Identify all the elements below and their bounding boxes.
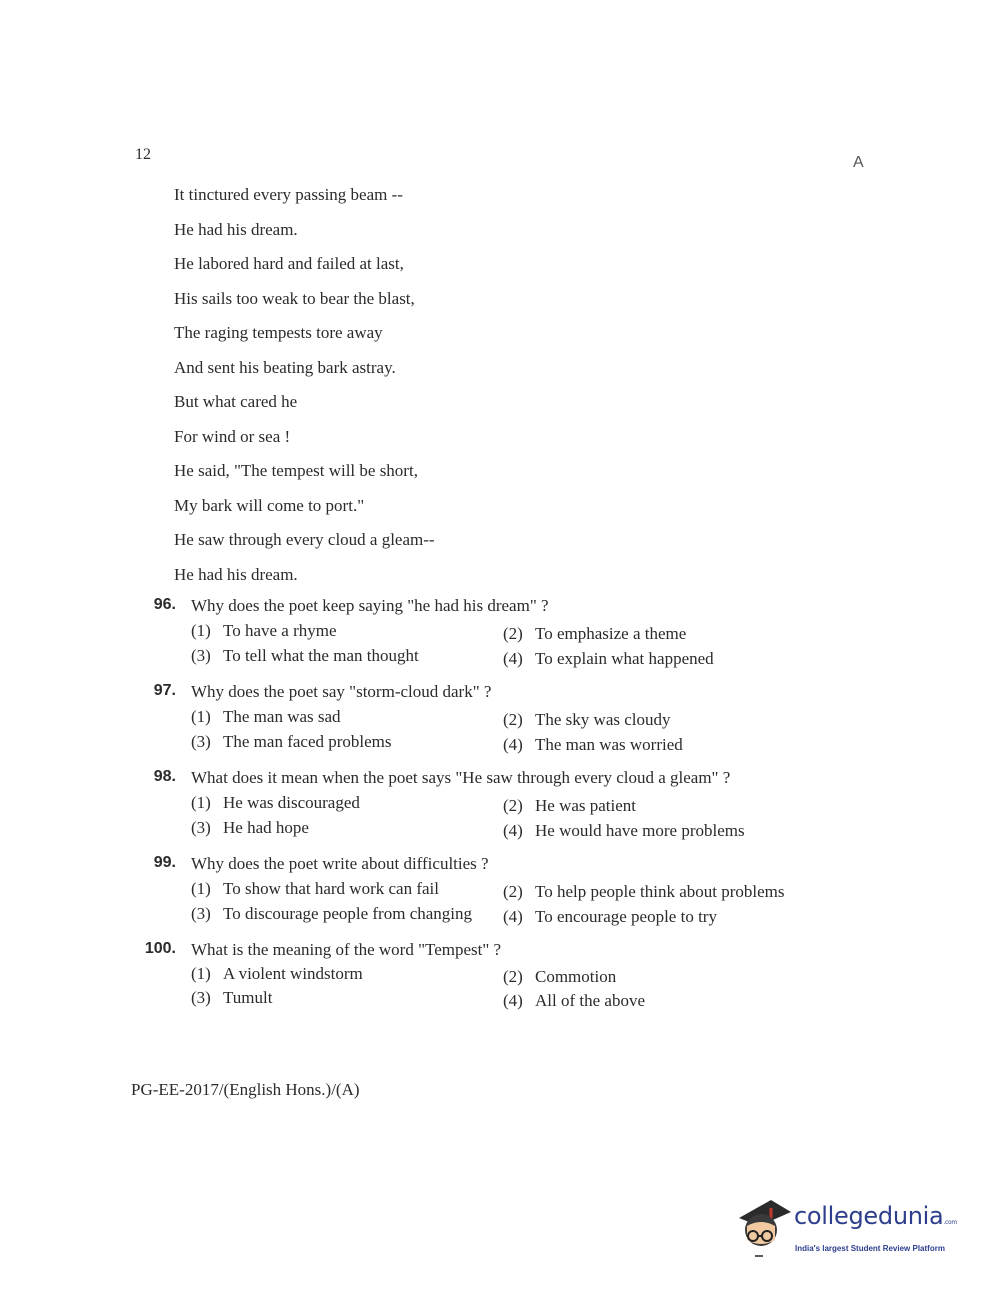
option-text: To help people think about problems xyxy=(535,882,785,901)
question-number: 96. xyxy=(153,596,176,613)
collegedunia-watermark xyxy=(735,1196,965,1266)
exam-code-footer: PG-EE-2017/(English Hons.)/(A) xyxy=(131,1080,360,1099)
set-code: A xyxy=(853,154,864,171)
poem-line: For wind or sea ! xyxy=(174,426,291,446)
option-number: (3) xyxy=(191,732,211,751)
option-text: To tell what the man thought xyxy=(223,646,419,665)
poem-line: He said, "The tempest will be short, xyxy=(174,461,418,480)
option-text: A violent windstorm xyxy=(223,964,363,983)
option-1 xyxy=(191,793,360,813)
option-4 xyxy=(503,735,683,755)
option-text: To show that hard work can fail xyxy=(223,879,439,898)
option-text: Tumult xyxy=(223,988,273,1007)
option-number: (3) xyxy=(191,904,211,923)
brand-tagline: India's largest Student Review Platform xyxy=(795,1244,945,1253)
poem-line: He had his dream. xyxy=(174,564,298,584)
option-number: (4) xyxy=(503,991,523,1010)
option-number: (1) xyxy=(191,621,211,640)
question-text: What does it mean when the poet says "He saw through every cloud a gleam" ? xyxy=(191,768,731,787)
option-number: (2) xyxy=(503,624,523,643)
option-2 xyxy=(503,796,636,816)
option-text: The sky was cloudy xyxy=(535,710,671,729)
question-text: Why does the poet say "storm-cloud dark" ? xyxy=(191,682,492,701)
option-number: (1) xyxy=(191,964,211,983)
option-4 xyxy=(503,821,745,841)
option-text: To discourage people from changing xyxy=(223,904,473,923)
poem-line: His sails too weak to bear the blast, xyxy=(174,288,415,308)
question-number: 100. xyxy=(144,940,176,957)
page-number: 12 xyxy=(135,146,151,163)
option-number: (1) xyxy=(191,879,211,898)
option-number: (4) xyxy=(503,821,523,840)
poem-line: It tinctured every passing beam -- xyxy=(174,185,403,204)
option-text: He had hope xyxy=(223,818,309,837)
option-text: To encourage people to try xyxy=(535,907,717,926)
option-1 xyxy=(191,964,363,984)
option-text: Commotion xyxy=(535,967,617,986)
option-text: All of the above xyxy=(535,991,645,1010)
question-text: Why does the poet keep saying "he had his dream" ? xyxy=(191,596,549,615)
option-text: To explain what happened xyxy=(535,649,714,668)
question-number: 97. xyxy=(153,682,176,699)
option-2 xyxy=(503,967,616,987)
option-2 xyxy=(503,624,686,644)
option-1 xyxy=(191,707,341,727)
option-text: To emphasize a theme xyxy=(535,624,687,643)
option-number: (1) xyxy=(191,793,211,812)
option-2 xyxy=(503,710,671,730)
option-number: (4) xyxy=(503,907,523,926)
option-4 xyxy=(503,991,645,1011)
poem-line: He had his dream. xyxy=(174,219,298,239)
option-number: (2) xyxy=(503,796,523,815)
option-number: (4) xyxy=(503,649,523,668)
poem-line: The raging tempests tore away xyxy=(174,323,383,342)
option-text: The man was worried xyxy=(535,735,683,754)
option-number: (2) xyxy=(503,967,523,986)
option-text: To have a rhyme xyxy=(223,621,337,640)
option-3 xyxy=(191,988,272,1008)
option-4 xyxy=(503,907,717,927)
option-number: (3) xyxy=(191,988,211,1007)
poem xyxy=(174,183,435,597)
poem-line: And sent his beating bark astray. xyxy=(174,357,396,377)
poem-line: He saw through every cloud a gleam-- xyxy=(174,530,435,549)
option-text: The man faced problems xyxy=(223,732,392,751)
brand-domain: .com xyxy=(943,1219,957,1226)
option-1 xyxy=(191,879,439,899)
brand-name xyxy=(794,1202,957,1230)
question-text: What is the meaning of the word "Tempest" ? xyxy=(191,940,502,959)
question-number: 99. xyxy=(153,854,176,871)
option-text: He was patient xyxy=(535,796,637,815)
option-4 xyxy=(503,649,714,669)
option-text: He would have more problems xyxy=(535,821,745,840)
option-number: (2) xyxy=(503,710,523,729)
option-number: (3) xyxy=(191,646,211,665)
brand-text: collegedunia xyxy=(794,1202,944,1230)
option-3 xyxy=(191,646,419,666)
option-number: (3) xyxy=(191,818,211,837)
option-3 xyxy=(191,904,472,924)
option-3 xyxy=(191,818,309,838)
poem-line: My bark will come to port." xyxy=(174,495,365,515)
option-3 xyxy=(191,732,392,752)
option-number: (4) xyxy=(503,735,523,754)
option-1 xyxy=(191,621,337,641)
option-text: He was discouraged xyxy=(223,793,360,812)
poem-line: But what cared he xyxy=(174,392,298,411)
option-text: The man was sad xyxy=(223,707,341,726)
poem-line: He labored hard and failed at last, xyxy=(174,254,404,273)
option-2 xyxy=(503,882,785,902)
option-number: (1) xyxy=(191,707,211,726)
option-number: (2) xyxy=(503,882,523,901)
graduate-mascot-icon xyxy=(735,1196,793,1258)
question-text: Why does the poet write about difficulties ? xyxy=(191,854,489,873)
question-number: 98. xyxy=(153,768,176,785)
